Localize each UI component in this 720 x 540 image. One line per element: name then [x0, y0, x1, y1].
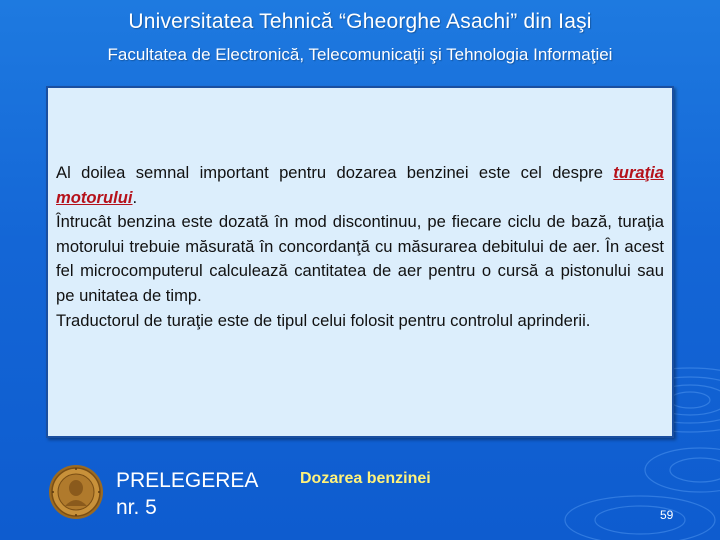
university-title: Universitatea Tehnică “Gheorghe Asachi” din Iaşi [128, 10, 592, 33]
university-seal-icon [48, 464, 104, 520]
paragraph-engine-speed [56, 161, 664, 210]
content-panel [46, 86, 674, 438]
page-number: 59 [660, 508, 674, 522]
paragraph-1-text: Al doilea semnal important pentru dozarea benzinei este cel despre [56, 163, 614, 182]
paragraph-1-end: . [132, 187, 138, 207]
slide-body-text [56, 161, 664, 333]
faculty-title: Facultatea de Electronică, Telecomunicaţii şi Tehnologia Informaţiei [107, 45, 613, 64]
paragraph-transducer: Traductorul de turaţie este de tipul celui folosit pentru controlul aprinderii. [56, 310, 591, 330]
lecture-number: nr. 5 [116, 496, 157, 519]
lecture-title: PRELEGEREA [116, 469, 259, 492]
lecture-label [116, 467, 258, 521]
emphasis-engine-speed: turaţia motorului [56, 163, 664, 207]
paragraph-dosing: Întrucât benzina este dozată în mod discontinuu, pe fiecare ciclu de bază, turaţia motorului trebuie măsurată în concordanţă cu măsurarea debitului de aer. În acest fel microcomputerul calculează cantitatea de aer pentru o cursă a pistonului sau pe unitatea de timp. [56, 212, 664, 305]
lecture-topic: Dozarea benzinei [300, 470, 431, 487]
